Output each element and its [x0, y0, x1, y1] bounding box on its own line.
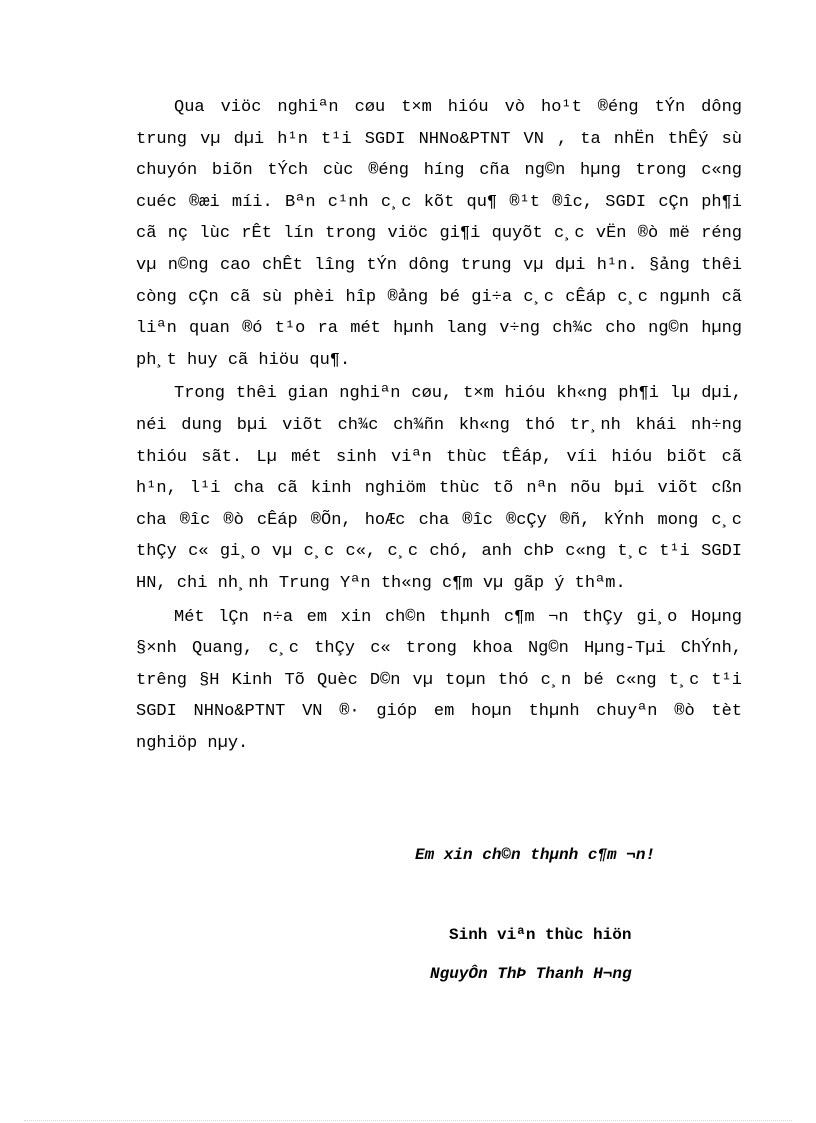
paragraph-findings: Qua viöc nghiªn cøu t×m hióu vò ho¹t ®éng tÝn dông trung vµ dµi h¹n t¹i SGDI NHNo&PTNT VN , ta nhËn thÊý sù chuyón biõn tÝch cùc ®éng híng cña ng©n hµng trong c«ng cuéc ®æi míi. Bªn c¹nh c¸c kõt qu¶ ®¹t ®îc, SGDI cÇn ph¶i cã nç lùc rÊt lín trong viöc gi¶i quyõt c¸c vËn ®ò më réng vµ n©ng cao chÊt lîng tÝn dông trung vµ dµi h¹n. §ảng thêi còng cÇn cã sù phèi hîp ®ảng bé gi÷a c¸c cÊáp c¸c ngµnh cã liªn quan ®ó t¹o ra mét hµnh lang v÷ng ch¾c cho ng©n hµng ph¸t huy cã hiöu qu¶.: [136, 98, 742, 370]
signer-name: NguyÔn ThÞ Thanh H¬ng: [430, 965, 632, 983]
paragraph-limitations: Trong thêi gian nghiªn cøu, t×m hióu kh«ng ph¶i lµ dµi, néi dung bµi viõt ch¾c ch¾ñn kh«ng thó tr¸nh khái nh÷ng thióu sãt. Lµ mét sinh viªn thùc tÊáp, víi hióu biõt cã h¹n, l¹i cha cã kinh nghiöm thùc tõ nªn nõu bµi viõt cßn cha ®îc ®ò cÊáp ®Õn, hoÆc cha ®îc ®cÇy ®ñ, kÝnh mong c¸c thÇy c« gi¸o vµ c¸c c«, c¸c chó, anh chÞ c«ng t¸c t¹i SGDI HN, chi nh¸nh Trung Yªn th«ng c¶m vµ gãp ý thªm.: [136, 384, 742, 593]
page-bottom-divider: [24, 1120, 792, 1121]
body-text: [136, 92, 742, 761]
signer-role: Sinh viªn thùc hiön: [449, 926, 632, 944]
paragraph-thanks: Mét lÇn n÷a em xin ch©n thµnh c¶m ¬n thÇy gi¸o Hoµng §×nh Quang, c¸c thÇy c« trong khoa Ng©n Hµng-Tµi ChÝnh, trêng §H Kinh Tõ Quèc D©n vµ toµn thó c¸n bé c«ng t¸c t¹i SGDI NHNo&PTNT VN ®· gióp em hoµn thµnh chuyªn ®ò tèt nghiöp nµy.: [136, 607, 742, 753]
closing-line: Em xin ch©n thµnh c¶m ¬n!: [415, 846, 656, 864]
